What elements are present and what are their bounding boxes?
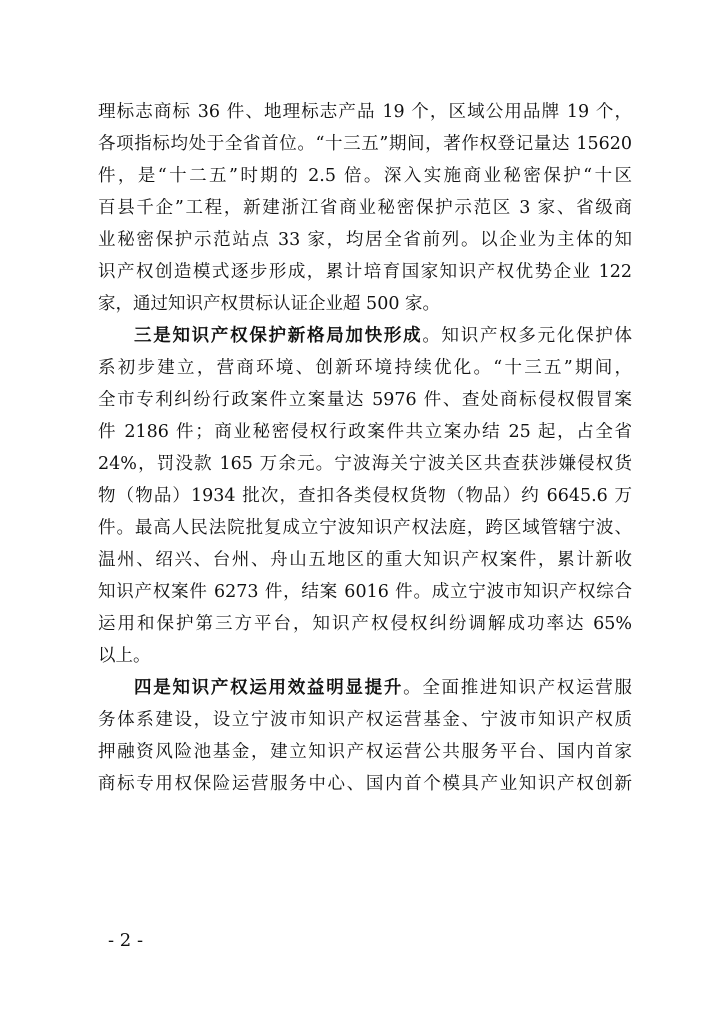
paragraph-2-line-3: 全市专利纠纷行政案件立案量达 5976 件、查处商标侵权假冒案: [98, 390, 632, 410]
paragraph-1-line-5: 业秘密保护示范站点 33 家，均居全省前列。以企业为主体的知: [98, 230, 632, 250]
paragraph-1-line-1: 理标志商标 36 件、地理标志产品 19 个，区域公用品牌 19 个，: [98, 102, 632, 122]
paragraph-2-first-line-text: 。知识产权多元化保护体: [422, 326, 632, 346]
paragraph-3-first-line: [134, 672, 632, 704]
paragraph-2-line-7: 件。最高人民法院批复成立宁波知识产权法庭，跨区域管辖宁波、: [98, 518, 632, 538]
paragraph-2-line-6: 物（物品）1934 批次，查扣各类侵权货物（物品）约 6645.6 万: [98, 486, 632, 506]
paragraph-2-heading: 三是知识产权保护新格局加快形成: [134, 326, 423, 346]
page-number: - 2 -: [108, 930, 144, 951]
paragraph-1-line-7: 家，通过知识产权贯标认证企业超 500 家。: [98, 294, 441, 314]
paragraph-1-line-6: 识产权创造模式逐步形成，累计培育国家知识产权优势企业 122: [98, 262, 632, 282]
paragraph-2-line-5: 24%，罚没款 165 万余元。宁波海关宁波关区共查获涉嫌侵权货: [98, 454, 632, 474]
paragraph-2-line-11: 以上。: [98, 646, 151, 666]
paragraph-2-line-2: 系初步建立，营商环境、创新环境持续优化。“十三五”期间，: [98, 358, 632, 378]
paragraph-3-first-line-text: 。全面推进知识产权运营服: [403, 678, 632, 698]
paragraph-3-line-2: 务体系建设，设立宁波市知识产权运营基金、宁波市知识产权质: [98, 710, 632, 730]
paragraph-3-line-3: 押融资风险池基金，建立知识产权运营公共服务平台、国内首家: [98, 742, 632, 762]
paragraph-1-line-2: 各项指标均处于全省首位。“十三五”期间，著作权登记量达 15620: [98, 134, 632, 154]
paragraph-1-line-4: 百县千企”工程，新建浙江省商业秘密保护示范区 3 家、省级商: [98, 198, 632, 218]
paragraph-1-line-3: 件，是“十二五”时期的 2.5 倍。深入实施商业秘密保护“十区: [98, 166, 632, 186]
paragraph-3-heading: 四是知识产权运用效益明显提升: [134, 678, 404, 698]
paragraph-2-line-4: 件 2186 件；商业秘密侵权行政案件共立案办结 25 起，占全省: [98, 422, 632, 442]
paragraph-2-line-9: 知识产权案件 6273 件，结案 6016 件。成立宁波市知识产权综合: [98, 582, 632, 602]
paragraph-2-line-10: 运用和保护第三方平台，知识产权侵权纠纷调解成功率达 65%: [98, 614, 632, 634]
paragraph-2-line-8: 温州、绍兴、台州、舟山五地区的重大知识产权案件，累计新收: [98, 550, 632, 570]
paragraph-3-line-4: 商标专用权保险运营服务中心、国内首个模具产业知识产权创新: [98, 774, 632, 794]
paragraph-2-first-line: [134, 320, 632, 352]
